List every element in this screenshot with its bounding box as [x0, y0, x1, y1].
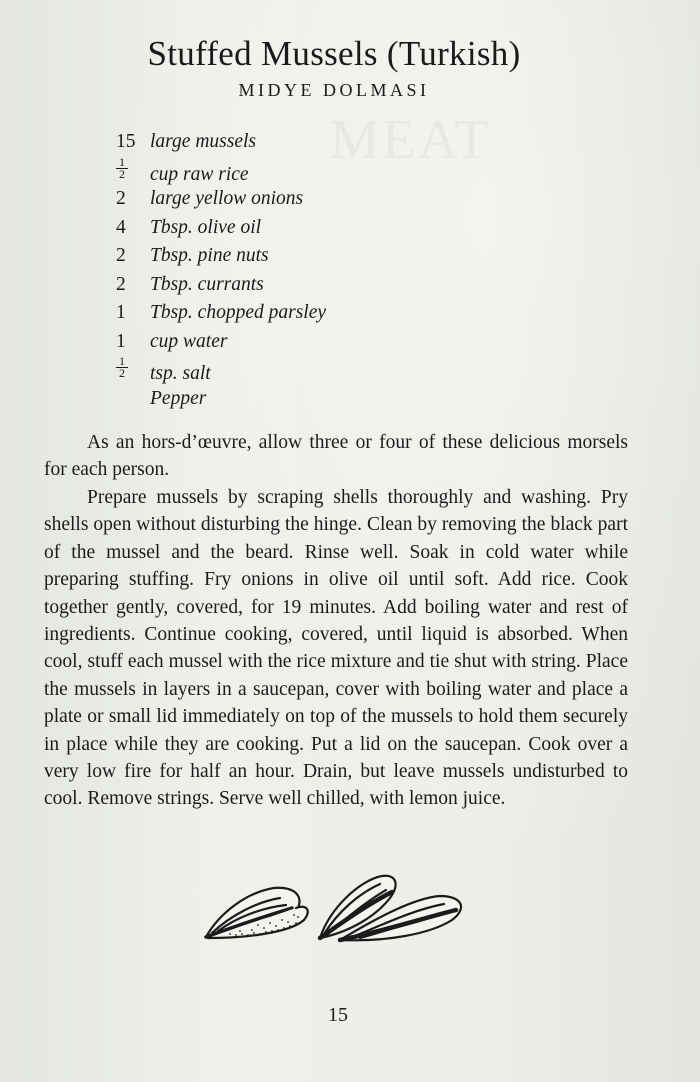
fraction: [116, 154, 128, 181]
ingredient-name: large yellow onions: [150, 188, 304, 209]
fraction-numerator: 1: [116, 157, 128, 169]
ingredient-item: [116, 128, 326, 157]
recipe-title: Stuffed Mussels (Turkish): [147, 34, 521, 73]
ingredient-quantity: 4: [116, 216, 126, 238]
intro-paragraph: As an hors-d’œuvre, allow three or four of these delicious morsels for each person.: [44, 432, 628, 481]
bleed-through-text: MEAT: [330, 109, 491, 171]
ingredient-item: [116, 385, 326, 414]
ingredient-item: [116, 242, 326, 271]
page-number: 15: [328, 1004, 348, 1026]
fraction: [116, 356, 128, 379]
ingredient-name: Tbsp. currants: [150, 273, 264, 295]
ingredient-name: large mussels: [150, 131, 256, 152]
ingredient-quantity: 2: [116, 245, 126, 266]
ingredient-quantity: 2: [116, 273, 126, 295]
left-mussel-shell: [206, 888, 308, 938]
ingredient-item: [116, 271, 326, 300]
recipe-subtitle: MIDYE DOLMASI: [238, 80, 430, 100]
ingredient-quantity: 2: [116, 188, 126, 209]
ingredient-name: cup raw rice: [150, 163, 249, 185]
ingredient-name: Pepper: [150, 387, 207, 409]
fraction-denominator: 2: [119, 366, 125, 380]
ingredient-name: Tbsp. chopped parsley: [150, 302, 327, 323]
ingredient-quantity: 1: [116, 302, 126, 323]
method-paragraph: Prepare mussels by scraping shells thoroughly and washing. Pry shells open without disturbing the hinge. Clean by removing the black part of the mussel and the beard. Rinse well. Soak in cold water while preparing stuffing. Fry onions in olive oil until soft. Add rice. Cook together gently, covered, for 19 minutes. Add boiling water and rest of ingredients. Continue cooking, covered, until liquid is absorbed. When cool, stuff each mussel with the rice mixture and tie shut with string. Place the mussels in layers in a saucepan, cover with boiling water and place a plate or small lid immediately on top of the mussels to hold them securely in place while they are cooking. Put a lid on the saucepan. Cook over a very low fire for half an hour. Drain, but leave mussels undisturbed to cool. Remove strings. Serve well chilled, with lemon juice.: [44, 487, 628, 810]
ingredient-item: [116, 214, 326, 243]
mussel-shells-icon: [200, 868, 470, 948]
ingredient-item: [116, 356, 326, 385]
fraction-numerator: 1: [116, 356, 128, 368]
fraction-denominator: 2: [119, 166, 125, 181]
ingredient-quantity: 15: [116, 131, 136, 152]
ingredient-item: [116, 185, 326, 214]
right-mussel-shell: [320, 876, 461, 941]
ingredient-name: Tbsp. pine nuts: [150, 245, 269, 266]
ingredient-name: Tbsp. olive oil: [150, 216, 262, 238]
ingredient-item: [116, 154, 326, 186]
ingredient-item: [116, 299, 326, 328]
ingredient-name: cup water: [150, 330, 228, 352]
ingredient-quantity: [116, 356, 150, 389]
ingredient-quantity: 1: [116, 330, 126, 352]
ingredient-item: [116, 328, 326, 357]
ingredient-list: [116, 128, 326, 413]
ingredient-name: tsp. salt: [150, 363, 211, 384]
